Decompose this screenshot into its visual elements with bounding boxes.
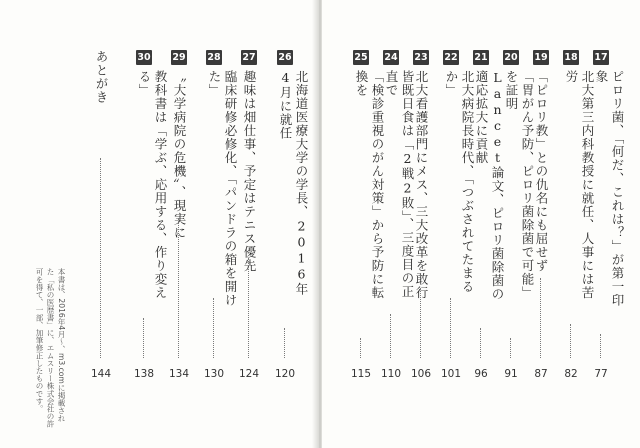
dot-leader xyxy=(540,278,541,358)
dot-leader xyxy=(480,328,481,358)
page-number: 130 xyxy=(203,368,225,380)
toc-entry[interactable] xyxy=(203,50,238,380)
page-number: 91 xyxy=(504,368,518,380)
dot-leader xyxy=(213,298,214,358)
chapter-title: 臨床研修必修化、「パンドラの箱を開けた」 xyxy=(207,70,238,307)
dot-leader xyxy=(248,258,249,358)
toc-list-left xyxy=(0,0,318,448)
page-number: 87 xyxy=(534,368,548,380)
chapter-title: ピロリ菌、「何だ、これは？」が第一印象 xyxy=(594,70,625,307)
page-number: 115 xyxy=(350,368,372,380)
dot-leader xyxy=(100,158,101,358)
toc-entry[interactable] xyxy=(170,50,188,380)
page-number: 77 xyxy=(594,368,608,380)
toc-right-page xyxy=(322,0,640,448)
dot-leader xyxy=(510,338,511,358)
chapter-number: 17 xyxy=(594,52,608,63)
page-number: 101 xyxy=(440,368,462,380)
page-number: 82 xyxy=(564,368,578,380)
chapter-title: Lancet論文、ピロリ菌除菌の適応拡大に貢献 xyxy=(474,70,505,301)
chapter-title: 趣味は畑仕事、予定はテニス優先 xyxy=(242,70,257,273)
toc-entry-afterword[interactable] xyxy=(92,50,110,380)
page-number: 120 xyxy=(274,368,296,380)
chapter-number: 18 xyxy=(564,52,578,63)
chapter-title: 〝大学病院の危機〟、現実に xyxy=(172,70,187,240)
toc-left-page xyxy=(0,0,318,448)
chapter-title: 「検診重視のがん対策」から予防に転換を xyxy=(354,70,385,300)
chapter-number: 24 xyxy=(384,52,398,63)
chapter-number: 23 xyxy=(414,52,428,63)
page-number: 110 xyxy=(380,368,402,380)
dot-leader xyxy=(390,314,391,358)
page-number: 106 xyxy=(410,368,432,380)
toc-list-right xyxy=(322,0,640,448)
chapter-title: 北大病院長時代、「つぶされてたまるか」 xyxy=(444,70,475,294)
chapter-number: 29 xyxy=(172,52,186,63)
chapter-title: 教科書は「学ぶ、応用する、作り変える」 xyxy=(137,70,168,300)
toc-entry[interactable] xyxy=(562,50,595,380)
chapter-number: 26 xyxy=(278,52,292,63)
chapter-number: 25 xyxy=(354,52,368,63)
dot-leader xyxy=(600,334,601,358)
page-number: 96 xyxy=(474,368,488,380)
dot-leader xyxy=(570,324,571,358)
dot-leader xyxy=(420,288,421,358)
page-number: 124 xyxy=(238,368,260,380)
page-number: 144 xyxy=(90,368,112,380)
dot-leader xyxy=(143,318,144,358)
page-number: 134 xyxy=(168,368,190,380)
chapter-title: 北海道医療大学の学長、2016年4月に就任 xyxy=(278,70,309,296)
dot-leader xyxy=(450,298,451,358)
dot-leader xyxy=(178,218,179,358)
toc-entry[interactable] xyxy=(440,50,475,380)
chapter-number: 28 xyxy=(207,52,221,63)
colophon-note: 本書は、2016年4月〜、m3.comに掲載された「私の医歴書」に、エムスリー株式会社の許可を得て、一部、加筆修正したものです。 xyxy=(35,268,66,428)
chapter-number: 22 xyxy=(444,52,458,63)
page-number: 138 xyxy=(133,368,155,380)
chapter-title: 皆既日食は「2戦2敗」、三度目の正直で xyxy=(384,70,415,299)
chapter-title: 北大看護部門にメス、三大改革を敢行 xyxy=(414,70,429,300)
afterword-title: あとがき xyxy=(94,50,109,104)
chapter-number: 20 xyxy=(504,52,518,63)
dot-leader xyxy=(360,338,361,358)
toc-entry[interactable] xyxy=(274,50,309,380)
toc-entry[interactable] xyxy=(240,50,258,380)
chapter-number: 19 xyxy=(534,52,548,63)
chapter-number: 27 xyxy=(242,52,256,63)
dot-leader xyxy=(284,328,285,358)
chapter-number: 21 xyxy=(474,52,488,63)
toc-entry[interactable] xyxy=(350,50,385,380)
chapter-title: 「胃がん予防、ピロリ菌除菌で可能」を証明 xyxy=(504,70,535,300)
chapter-number: 30 xyxy=(137,52,151,63)
toc-entry[interactable] xyxy=(133,50,168,380)
chapter-title: 北大第三内科教授に就任、人事には苦労 xyxy=(564,70,595,300)
chapter-title: 「ピロリ教」との仇名にも屈せず xyxy=(534,70,549,273)
